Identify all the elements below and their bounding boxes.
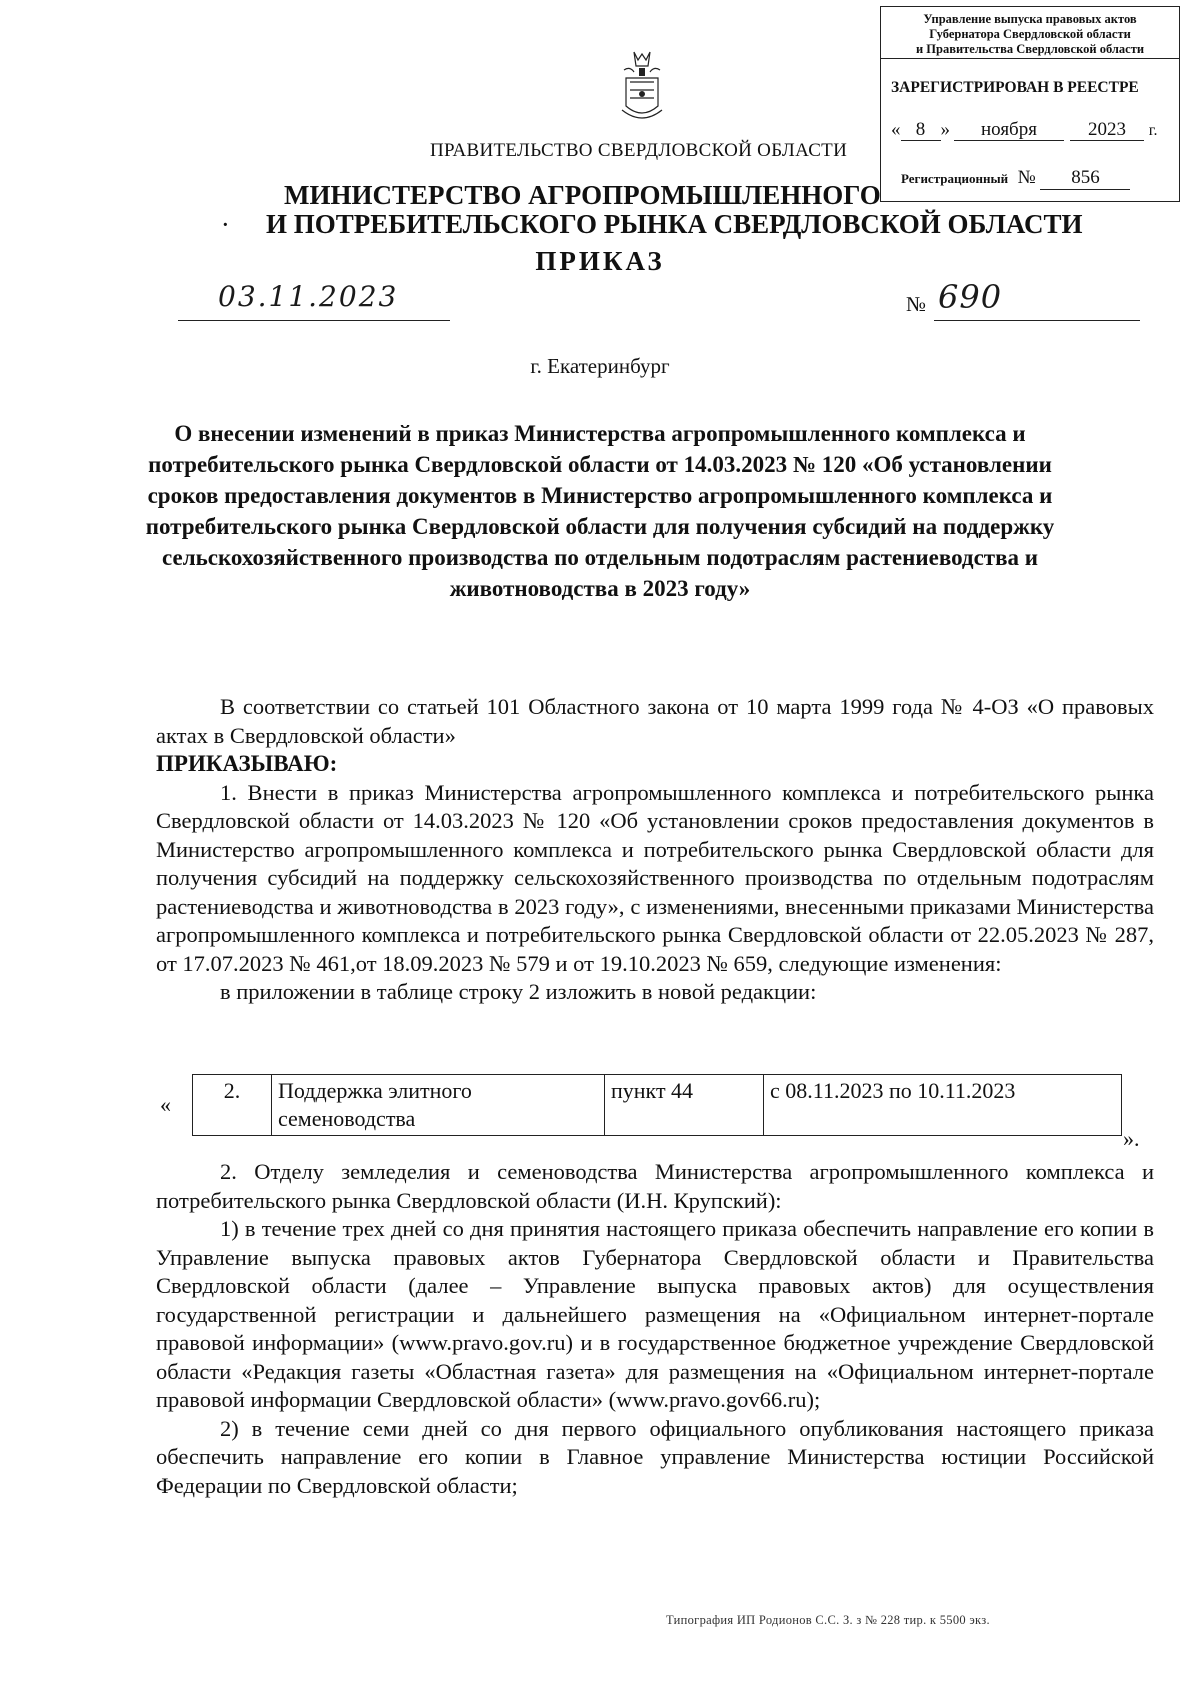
order-number-field xyxy=(934,280,1140,321)
stamp-reg-number-value: 856 xyxy=(1040,167,1130,190)
cell-period: с 08.11.2023 по 10.11.2023 xyxy=(764,1075,1122,1136)
order-date: 03.11.2023 xyxy=(218,280,399,313)
stamp-num-sign: № xyxy=(1017,167,1036,188)
document-body-part1 xyxy=(156,693,1154,1007)
order-number: 690 xyxy=(938,278,1003,316)
document-type: ПРИКАЗ xyxy=(535,246,665,276)
stamp-open-quote: « xyxy=(891,119,901,140)
item-1-sub: в приложении в таблице строку 2 изложить в новой редакции: xyxy=(220,979,817,1004)
stamp-month: ноября xyxy=(954,120,1064,141)
ministry-name-line1: МИНИСТЕРСТВО АГРОПРОМЫШЛЕННОГО xyxy=(284,180,881,210)
item-2-1: 1) в течение трех дней со дня принятия настоящего приказа обеспечить направление его копии в Управление выпуска правовых актов Губернатора Свердловской области и Правительства Свердловской области (далее – Управление выпуска правовых актов) для осуществления государственной регистрации и дальнейшего размещения на «Официальном интернет-портале правовой информации» (www.pravo.gov.ru) и в государственное бюджетное учреждение Свердловской области «Редакция газеты «Областная газета» для размещения на «Официальном интернет-портале правовой информации Свердловской области» (www.pravo.gov66.ru); xyxy=(156,1216,1154,1412)
table-row-2 xyxy=(156,1074,1154,1151)
printer-footer: Типография ИП Родионов С.С. З. з № 228 тир. к 5500 экз. xyxy=(666,1613,990,1627)
item-2-2: 2) в течение семи дней со дня первого официального опубликования настоящего приказа обеспечить направление его копии в Главное управление Министерства юстиции Российской Федерации по Свердловской области; xyxy=(156,1415,1154,1498)
preamble: В соответствии со статьей 101 Областного закона от 10 марта 1999 года № 4-ОЗ «О правовых актах в Свердловской области» xyxy=(156,694,1154,748)
cell-clause: пункт 44 xyxy=(605,1075,764,1136)
ministry-name-line2: И ПОТРЕБИТЕЛЬСКОГО РЫНКА СВЕРДЛОВСКОЙ ОБЛАСТИ xyxy=(266,209,1083,239)
margin-dot: · xyxy=(222,214,229,236)
stamp-year-suffix: г. xyxy=(1148,122,1158,139)
stamp-reg-label: Регистрационный xyxy=(901,171,1009,186)
table-open-quote: « xyxy=(160,1092,171,1117)
item-1: 1. Внести в приказ Министерства агропромышленного комплекса и потребительского рынка Свердловской области от 14.03.2023 № 120 «Об установлении сроков предоставления документов в Министерство агропромышленного комплекса и потребительского рынка Свердловской области для получения субсидий на поддержку сельскохозяйственного производства по отдельным подотраслям растениеводства и животноводства в 2023 году», с изменениями, внесенными приказами Министерства агропромышленного комплекса и потребительского рынка Свердловской области от 22.05.2023 № 287, от 17.07.2023 № 461,от 18.09.2023 № 579 и от 19.10.2023 № 659, следующие изменения: xyxy=(156,779,1154,976)
stamp-header-line2: Губернатора Свердловской области xyxy=(929,27,1131,41)
cell-number: 2. xyxy=(193,1075,272,1136)
stamp-reg-number xyxy=(901,167,1130,190)
stamp-registered-text: ЗАРЕГИСТРИРОВАН В РЕЕСТРЕ xyxy=(891,79,1139,96)
replacement-table xyxy=(192,1074,1122,1136)
stamp-close-quote: » xyxy=(940,119,950,140)
stamp-date xyxy=(891,119,1173,141)
order-date-field xyxy=(178,280,450,321)
order-word: ПРИКАЗЫВАЮ: xyxy=(156,751,338,776)
document-body-part2 xyxy=(156,1158,1154,1500)
stamp-year: 2023 xyxy=(1070,120,1144,141)
stamp-header-line1: Управление выпуска правовых актов xyxy=(923,12,1137,26)
document-title: О внесении изменений в приказ Министерства агропромышленного комплекса и потребительского рынка Свердловской области от 14.03.2023 № 120 «Об установлении сроков предоставления документов в Министерство агропромышленного комплекса и потребительского рынка Свердловской области для получения субсидий на поддержку сельскохозяйственного производства по отдельным подотраслям растениеводства и животноводства в 2023 году» xyxy=(145,421,1055,601)
cell-name: Поддержка элитного семеноводства xyxy=(272,1075,605,1136)
stamp-header-line3: и Правительства Свердловской области xyxy=(915,42,1145,56)
item-2: 2. Отделу земледелия и семеноводства Министерства агропромышленного комплекса и потребительского рынка Свердловской области (И.Н. Крупский): xyxy=(156,1159,1154,1213)
order-number-label: № xyxy=(906,292,927,316)
stamp-header xyxy=(881,7,1179,59)
coat-of-arms-icon xyxy=(620,48,664,124)
table-close-quote: ». xyxy=(1123,1126,1140,1151)
city: г. Екатеринбург xyxy=(530,354,670,378)
table-row xyxy=(193,1075,1122,1136)
registry-stamp xyxy=(880,6,1180,202)
stamp-day: 8 xyxy=(901,120,941,141)
government-name: ПРАВИТЕЛЬСТВО СВЕРДЛОВСКОЙ ОБЛАСТИ xyxy=(430,140,848,161)
